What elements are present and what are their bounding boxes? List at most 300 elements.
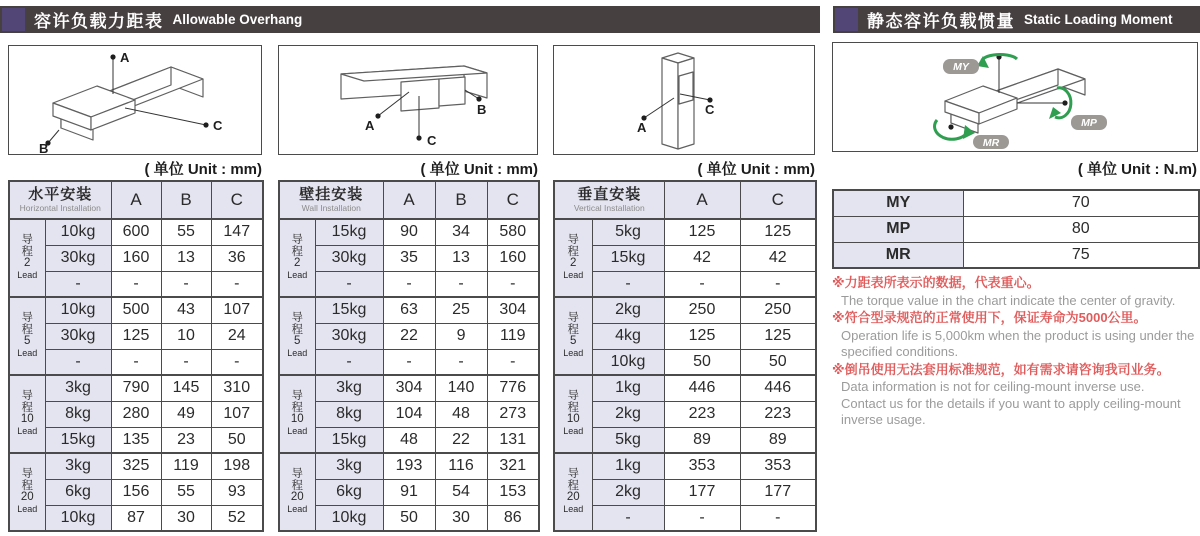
value-cell: 13 — [161, 245, 211, 271]
value-cell: 107 — [211, 401, 263, 427]
value-cell: 55 — [161, 479, 211, 505]
table-title-en: Horizontal Installation — [19, 203, 101, 213]
badge-mr: MR — [982, 137, 1000, 149]
load-cell: 2kg — [592, 401, 664, 427]
table-row — [9, 401, 263, 427]
value-cell: 87 — [111, 505, 161, 531]
value-cell: 580 — [487, 219, 539, 245]
lead-cell-line: 程 — [567, 245, 579, 258]
value-cell: - — [740, 505, 816, 531]
table-header-row — [554, 181, 816, 219]
wall-installation-diagram — [278, 45, 538, 155]
value-cell: 446 — [664, 375, 740, 401]
moment-row — [833, 216, 1199, 242]
moment-diagram — [832, 42, 1198, 152]
lead-cell-line: Lead — [563, 503, 584, 514]
value-cell: 145 — [161, 375, 211, 401]
lead-cell-line: 程 — [21, 479, 33, 492]
section-title-zh: 容许负载力距表 — [34, 12, 164, 31]
section-title-en: Allowable Overhang — [172, 12, 303, 27]
table-row — [554, 245, 816, 271]
unit-label-mm: ( 单位 Unit : mm) — [697, 161, 815, 178]
lead-cell-line: 导 — [567, 468, 579, 480]
header-accent-square — [835, 8, 858, 31]
table-row — [9, 245, 263, 271]
table-header-row — [9, 181, 263, 219]
value-cell: 63 — [383, 297, 435, 323]
value-cell: 22 — [383, 323, 435, 349]
note-en: inverse usage. — [841, 412, 926, 427]
section-title-zh: 静态容许负载惯量 — [867, 12, 1015, 31]
table-row — [9, 453, 263, 479]
point-label-c: C — [705, 102, 715, 117]
note-en: specified conditions. — [841, 344, 959, 359]
column-letter: C — [487, 181, 539, 219]
value-cell: 250 — [664, 297, 740, 323]
lead-cell-line: 导 — [291, 312, 303, 324]
note-en: Contact us for the details if you want to apply ceiling-mount — [841, 395, 1181, 411]
value-cell: 446 — [740, 375, 816, 401]
load-cell: 6kg — [315, 479, 383, 505]
unit-label-mm: ( 单位 Unit : mm) — [420, 161, 538, 178]
table-row — [554, 349, 816, 375]
lead-cell-line: 20 — [20, 491, 34, 503]
column-letter: C — [740, 181, 816, 219]
load-cell: 3kg — [45, 453, 111, 479]
value-cell: 91 — [383, 479, 435, 505]
value-cell: - — [211, 271, 263, 297]
lead-cell-line: 10 — [566, 413, 580, 425]
moment-table — [832, 189, 1198, 269]
value-cell: - — [383, 271, 435, 297]
value-cell: 22 — [435, 427, 487, 453]
load-cell: 15kg — [315, 219, 383, 245]
lead-cell-line: 20 — [566, 491, 580, 503]
wall-diagram-svg — [279, 46, 537, 154]
value-cell: 353 — [740, 453, 816, 479]
value-cell: - — [487, 271, 539, 297]
lead-cell-line: Lead — [17, 269, 38, 280]
value-cell: 34 — [435, 219, 487, 245]
wall-installation-table — [278, 180, 538, 532]
value-cell: 93 — [211, 479, 263, 505]
table-row — [9, 505, 263, 531]
note-en: Data information is not for ceiling-mount inverse use. — [841, 379, 1145, 394]
value-cell: 160 — [111, 245, 161, 271]
value-cell: 48 — [435, 401, 487, 427]
load-cell: 15kg — [45, 427, 111, 453]
value-cell: 500 — [111, 297, 161, 323]
value-cell: - — [435, 271, 487, 297]
lead-cell-line: 程 — [291, 245, 303, 258]
lead-cell-line: 导 — [21, 312, 33, 324]
lead-cell-line: 导 — [21, 234, 33, 246]
horizontal-diagram-svg — [9, 46, 261, 154]
lead-cell-line: 程 — [21, 401, 33, 414]
load-cell: 15kg — [315, 297, 383, 323]
lead-cell — [279, 297, 315, 375]
table-row — [554, 401, 816, 427]
column-letter: A — [383, 181, 435, 219]
value-cell: - — [435, 349, 487, 375]
lead-cell-line: Lead — [563, 269, 584, 280]
column-letter: C — [211, 181, 263, 219]
lead-cell-line: 5 — [570, 335, 577, 347]
value-cell: 116 — [435, 453, 487, 479]
value-cell: - — [740, 271, 816, 297]
table-title-en: Wall Installation — [301, 203, 361, 213]
table-row — [9, 323, 263, 349]
table-title-zh: 水平安装 — [28, 186, 93, 203]
table-row — [279, 349, 539, 375]
table-row — [279, 401, 539, 427]
table-row — [279, 271, 539, 297]
lead-cell-line: 导 — [21, 468, 33, 480]
moment-row — [833, 242, 1199, 268]
point-label-b: B — [39, 141, 49, 154]
load-cell: 10kg — [592, 349, 664, 375]
vertical-installation-diagram — [553, 45, 815, 155]
load-cell: 15kg — [592, 245, 664, 271]
vertical-diagram-svg — [554, 46, 814, 154]
value-cell: 25 — [435, 297, 487, 323]
table-row — [279, 245, 539, 271]
table-title-cell — [279, 181, 383, 219]
note-en: Operation life is 5,000km when the product is using under the — [841, 327, 1195, 343]
table-row — [279, 219, 539, 245]
lead-cell-line: 2 — [570, 257, 577, 269]
load-cell: 10kg — [45, 297, 111, 323]
load-cell: - — [45, 349, 111, 375]
table-row — [554, 375, 816, 401]
note-en: The torque value in the chart indicate the center of gravity. — [841, 292, 1176, 308]
value-cell: 131 — [487, 427, 539, 453]
value-cell: 198 — [211, 453, 263, 479]
lead-cell-line: 程 — [21, 245, 33, 258]
load-cell: 8kg — [45, 401, 111, 427]
table-row — [279, 297, 539, 323]
load-cell: 5kg — [592, 427, 664, 453]
lead-cell-line: 程 — [567, 401, 579, 414]
value-cell: 119 — [487, 323, 539, 349]
overhang-table — [553, 180, 817, 532]
load-cell: 6kg — [45, 479, 111, 505]
badge-my: MY — [953, 61, 969, 73]
value-cell: 321 — [487, 453, 539, 479]
value-cell: 140 — [435, 375, 487, 401]
table-row — [554, 479, 816, 505]
point-label-b: B — [477, 102, 487, 117]
value-cell: 304 — [383, 375, 435, 401]
lead-cell-line: 导 — [21, 390, 33, 402]
value-cell: - — [664, 271, 740, 297]
load-cell: 1kg — [592, 375, 664, 401]
value-cell: 107 — [211, 297, 263, 323]
unit-label-nm: ( 单位 Unit : N.m) — [1077, 161, 1197, 178]
value-cell: 600 — [111, 219, 161, 245]
value-cell: 310 — [211, 375, 263, 401]
lead-cell-line: 5 — [24, 335, 31, 347]
load-cell: - — [45, 271, 111, 297]
value-cell: 104 — [383, 401, 435, 427]
lead-cell-line: Lead — [17, 425, 38, 436]
load-cell: - — [592, 505, 664, 531]
rail-drawing — [341, 66, 487, 111]
value-cell: 177 — [664, 479, 740, 505]
load-cell: - — [315, 271, 383, 297]
table-row — [554, 219, 816, 245]
lead-cell-line: 程 — [567, 323, 579, 336]
value-cell: 125 — [740, 323, 816, 349]
header-accent-square — [2, 8, 25, 31]
lead-cell-line: 导 — [291, 390, 303, 402]
value-cell: - — [111, 271, 161, 297]
table-row — [279, 479, 539, 505]
moment-label: MR — [833, 242, 963, 268]
load-cell: 10kg — [45, 219, 111, 245]
lead-cell — [279, 375, 315, 453]
lead-cell-line: 程 — [291, 323, 303, 336]
table-row — [9, 297, 263, 323]
table-title-cell — [9, 181, 111, 219]
value-cell: 135 — [111, 427, 161, 453]
value-cell: 42 — [740, 245, 816, 271]
point-label-c: C — [427, 133, 437, 148]
load-cell: 30kg — [45, 245, 111, 271]
table-row — [279, 427, 539, 453]
value-cell: 280 — [111, 401, 161, 427]
table-header-row — [279, 181, 539, 219]
value-cell: 223 — [664, 401, 740, 427]
rail-drawing — [662, 53, 694, 149]
lead-cell-line: Lead — [287, 503, 308, 514]
note-zh: ※符合型录规范的正常使用下，保证寿命为5000公里。 — [832, 310, 1147, 325]
value-cell: 35 — [383, 245, 435, 271]
lead-cell-line: Lead — [287, 347, 308, 358]
value-cell: 86 — [487, 505, 539, 531]
table-row — [9, 375, 263, 401]
lead-cell-line: 10 — [290, 413, 304, 425]
notes-block — [832, 274, 1200, 429]
table-row — [9, 427, 263, 453]
table-row — [554, 271, 816, 297]
table-title-en: Vertical Installation — [573, 203, 645, 213]
value-cell: 49 — [161, 401, 211, 427]
lead-cell-line: Lead — [563, 425, 584, 436]
value-cell: 160 — [487, 245, 539, 271]
moment-label: MP — [833, 216, 963, 242]
lead-cell-line: 导 — [291, 468, 303, 480]
moment-diagram-svg — [833, 43, 1197, 151]
column-letter: B — [435, 181, 487, 219]
lead-cell — [9, 453, 45, 531]
load-cell: 10kg — [45, 505, 111, 531]
moment-row — [833, 190, 1199, 216]
lead-cell — [9, 297, 45, 375]
lead-cell-line: 20 — [290, 491, 304, 503]
lead-cell-line: 程 — [21, 323, 33, 336]
value-cell: 50 — [383, 505, 435, 531]
value-cell: 50 — [740, 349, 816, 375]
column-letter: B — [161, 181, 211, 219]
section-title-en: Static Loading Moment — [1024, 12, 1173, 27]
unit-label-mm: ( 单位 Unit : mm) — [144, 161, 262, 178]
value-cell: - — [487, 349, 539, 375]
table-title-cell — [554, 181, 664, 219]
value-cell: 43 — [161, 297, 211, 323]
value-cell: 48 — [383, 427, 435, 453]
lead-cell — [9, 219, 45, 297]
value-cell: - — [161, 349, 211, 375]
value-cell: 125 — [664, 323, 740, 349]
vertical-installation-table — [553, 180, 815, 532]
value-cell: 36 — [211, 245, 263, 271]
table-title-zh: 壁挂安装 — [299, 186, 364, 203]
lead-cell-line: Lead — [287, 425, 308, 436]
value-cell: 10 — [161, 323, 211, 349]
table-row — [9, 219, 263, 245]
value-cell: 325 — [111, 453, 161, 479]
horizontal-installation-table — [8, 180, 262, 532]
table-row — [554, 453, 816, 479]
value-cell: 119 — [161, 453, 211, 479]
value-cell: 24 — [211, 323, 263, 349]
point-label-a: A — [365, 118, 375, 133]
lead-cell — [279, 219, 315, 297]
lead-cell-line: 2 — [24, 257, 31, 269]
overhang-table — [278, 180, 540, 532]
value-cell: 89 — [740, 427, 816, 453]
moment-table-inner — [832, 189, 1200, 269]
lead-cell — [554, 453, 592, 531]
load-cell: 3kg — [315, 375, 383, 401]
load-cell: 8kg — [315, 401, 383, 427]
value-cell: 147 — [211, 219, 263, 245]
value-cell: 790 — [111, 375, 161, 401]
note-zh: ※倒吊使用无法套用标准规范，如有需求请咨询我司业务。 — [832, 361, 1170, 377]
load-cell: 5kg — [592, 219, 664, 245]
value-cell: - — [161, 271, 211, 297]
lead-cell-line: 导 — [291, 234, 303, 246]
lead-cell-line: 程 — [567, 479, 579, 492]
table-row — [279, 323, 539, 349]
load-cell: 10kg — [315, 505, 383, 531]
lead-cell — [554, 219, 592, 297]
load-cell: 3kg — [315, 453, 383, 479]
value-cell: - — [111, 349, 161, 375]
table-row — [9, 271, 263, 297]
section-header-static-loading-moment — [833, 6, 1200, 33]
table-row — [9, 349, 263, 375]
table-row — [554, 297, 816, 323]
lead-cell-line: 导 — [567, 390, 579, 402]
value-cell: 353 — [664, 453, 740, 479]
point-label-c: C — [213, 118, 223, 133]
lead-cell-line: 程 — [291, 401, 303, 414]
value-cell: 125 — [664, 219, 740, 245]
table-row — [279, 453, 539, 479]
value-cell: 50 — [664, 349, 740, 375]
section-header-allowable-overhang — [0, 6, 820, 33]
value-cell: 156 — [111, 479, 161, 505]
value-cell: 223 — [740, 401, 816, 427]
value-cell: 9 — [435, 323, 487, 349]
value-cell: 193 — [383, 453, 435, 479]
value-cell: 13 — [435, 245, 487, 271]
load-cell: 30kg — [45, 323, 111, 349]
column-letter: A — [111, 181, 161, 219]
lead-cell — [279, 453, 315, 531]
table-row — [279, 375, 539, 401]
value-cell: 89 — [664, 427, 740, 453]
value-cell: 153 — [487, 479, 539, 505]
note-zh: ※力距表所表示的数据，代表重心。 — [832, 275, 1040, 290]
table-title-zh: 垂直安装 — [577, 186, 642, 203]
value-cell: 30 — [435, 505, 487, 531]
lead-cell-line: 10 — [20, 413, 34, 425]
lead-cell-line: 导 — [567, 234, 579, 246]
table-row — [9, 479, 263, 505]
value-cell: 52 — [211, 505, 263, 531]
lead-cell-line: Lead — [17, 503, 38, 514]
load-cell: 2kg — [592, 297, 664, 323]
lead-cell — [9, 375, 45, 453]
table-row — [279, 505, 539, 531]
lead-cell-line: Lead — [563, 347, 584, 358]
load-cell: 30kg — [315, 323, 383, 349]
value-cell: 304 — [487, 297, 539, 323]
load-cell: 15kg — [315, 427, 383, 453]
overhang-table — [8, 180, 264, 532]
horizontal-installation-diagram — [8, 45, 262, 155]
table-row — [554, 427, 816, 453]
value-cell: 50 — [211, 427, 263, 453]
value-cell: 776 — [487, 375, 539, 401]
point-label-a: A — [637, 120, 647, 135]
table-row — [554, 323, 816, 349]
load-cell: 2kg — [592, 479, 664, 505]
load-cell: - — [592, 271, 664, 297]
lead-cell-line: 程 — [291, 479, 303, 492]
value-cell: 54 — [435, 479, 487, 505]
table-row — [554, 505, 816, 531]
value-cell: 125 — [740, 219, 816, 245]
badge-mp: MP — [1081, 117, 1097, 129]
value-cell: 55 — [161, 219, 211, 245]
lead-cell — [554, 297, 592, 375]
value-cell: 90 — [383, 219, 435, 245]
load-cell: 30kg — [315, 245, 383, 271]
moment-label: MY — [833, 190, 963, 216]
moment-value: 75 — [963, 242, 1199, 268]
value-cell: 42 — [664, 245, 740, 271]
value-cell: 273 — [487, 401, 539, 427]
load-cell: 3kg — [45, 375, 111, 401]
value-cell: 250 — [740, 297, 816, 323]
value-cell: - — [383, 349, 435, 375]
value-cell: - — [664, 505, 740, 531]
column-letter: A — [664, 181, 740, 219]
lead-cell-line: Lead — [17, 347, 38, 358]
load-cell: 1kg — [592, 453, 664, 479]
lead-cell-line: 2 — [294, 257, 301, 269]
point-label-a: A — [120, 50, 130, 65]
value-cell: 23 — [161, 427, 211, 453]
load-cell: - — [315, 349, 383, 375]
load-cell: 4kg — [592, 323, 664, 349]
lead-cell-line: 导 — [567, 312, 579, 324]
lead-cell-line: Lead — [287, 269, 308, 280]
